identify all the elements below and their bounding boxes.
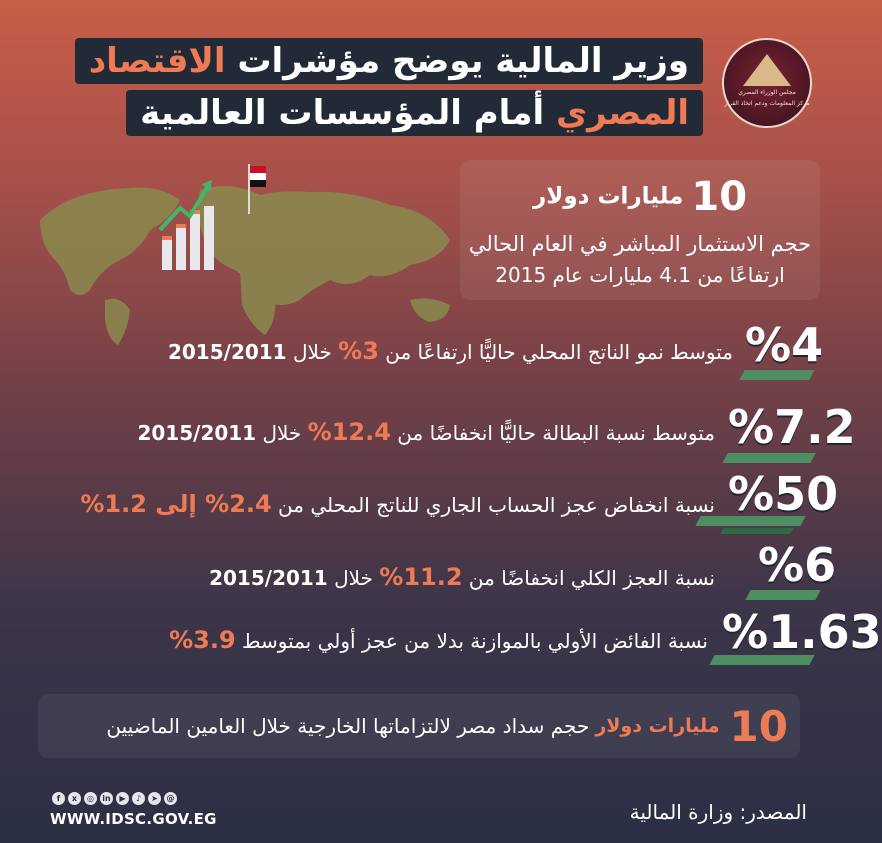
stat-badge: %6 [758,538,837,592]
green-bar [722,453,815,463]
world-map-graphic [10,150,480,350]
investment-unit: مليارات دولار [532,183,684,210]
website-url[interactable]: WWW.IDSC.GOV.EG [50,810,217,828]
investment-number: 10 [691,174,748,220]
investment-desc: حجم الاستثمار المباشر في العام الحالي [468,232,812,256]
stat-badge: %7.2 [728,400,856,454]
title-text: أمام المؤسسات العالمية [140,93,545,133]
debt-number: 10 [729,701,788,751]
title-text: وزير المالية يوضح مؤشرات [237,41,689,81]
instagram-icon[interactable]: ◎ [84,792,97,805]
logo-text-2: مركز المعلومات ودعم اتخاذ القرار [724,100,810,107]
x-icon[interactable]: x [68,792,81,805]
title-line-1 [75,38,703,84]
social-icons [52,792,177,805]
green-bar [720,528,793,534]
logo-text-1: مجلس الوزراء المصري [738,89,796,96]
investment-card [460,160,820,300]
stat-text: نسبة الفائض الأولي بالموازنة بدلا من عجز أولي بمتوسط 3.9% [169,626,708,654]
investment-subdesc: ارتفاعًا من 4.1 مليارات عام 2015 [495,263,785,287]
debt-unit: مليارات دولار [595,715,720,737]
youtube-icon[interactable]: ▶ [116,792,129,805]
source-credit: المصدر: وزارة المالية [629,800,807,824]
debt-payment-card [38,694,800,758]
stat-badge: %50 [728,467,839,521]
stat-text: متوسط نمو الناتج المحلي حاليًّا ارتفاعًا من 3% خلال 2015/2011 [167,337,733,365]
pyramid-icon [743,54,791,86]
stat-text: نسبة العجز الكلي انخفاضًا من 11.2% خلال 2015/2011 [209,563,715,591]
stat-badge: %4 [745,318,824,372]
investment-headline [460,174,820,220]
stat-badge: %1.63 [722,605,882,659]
stat-text: متوسط نسبة البطالة حاليًّا انخفاضًا من 12.4% خلال 2015/2011 [137,418,715,446]
world-map-icon [40,186,450,345]
linkedin-icon[interactable]: in [100,792,113,805]
threads-icon[interactable]: @ [164,792,177,805]
title-highlight: المصري [555,93,689,133]
tiktok-icon[interactable]: ♪ [132,792,145,805]
debt-desc: حجم سداد مصر لالتزاماتها الخارجية خلال العامين الماضيين [106,714,590,738]
idsc-logo [722,38,812,128]
title-line-2 [126,90,703,136]
telegram-icon[interactable]: ➤ [148,792,161,805]
title-highlight: الاقتصاد [88,41,226,81]
facebook-icon[interactable]: f [52,792,65,805]
stat-text: نسبة انخفاض عجز الحساب الجاري للناتج المحلي من 2.4% إلى 1.2% [80,490,715,518]
